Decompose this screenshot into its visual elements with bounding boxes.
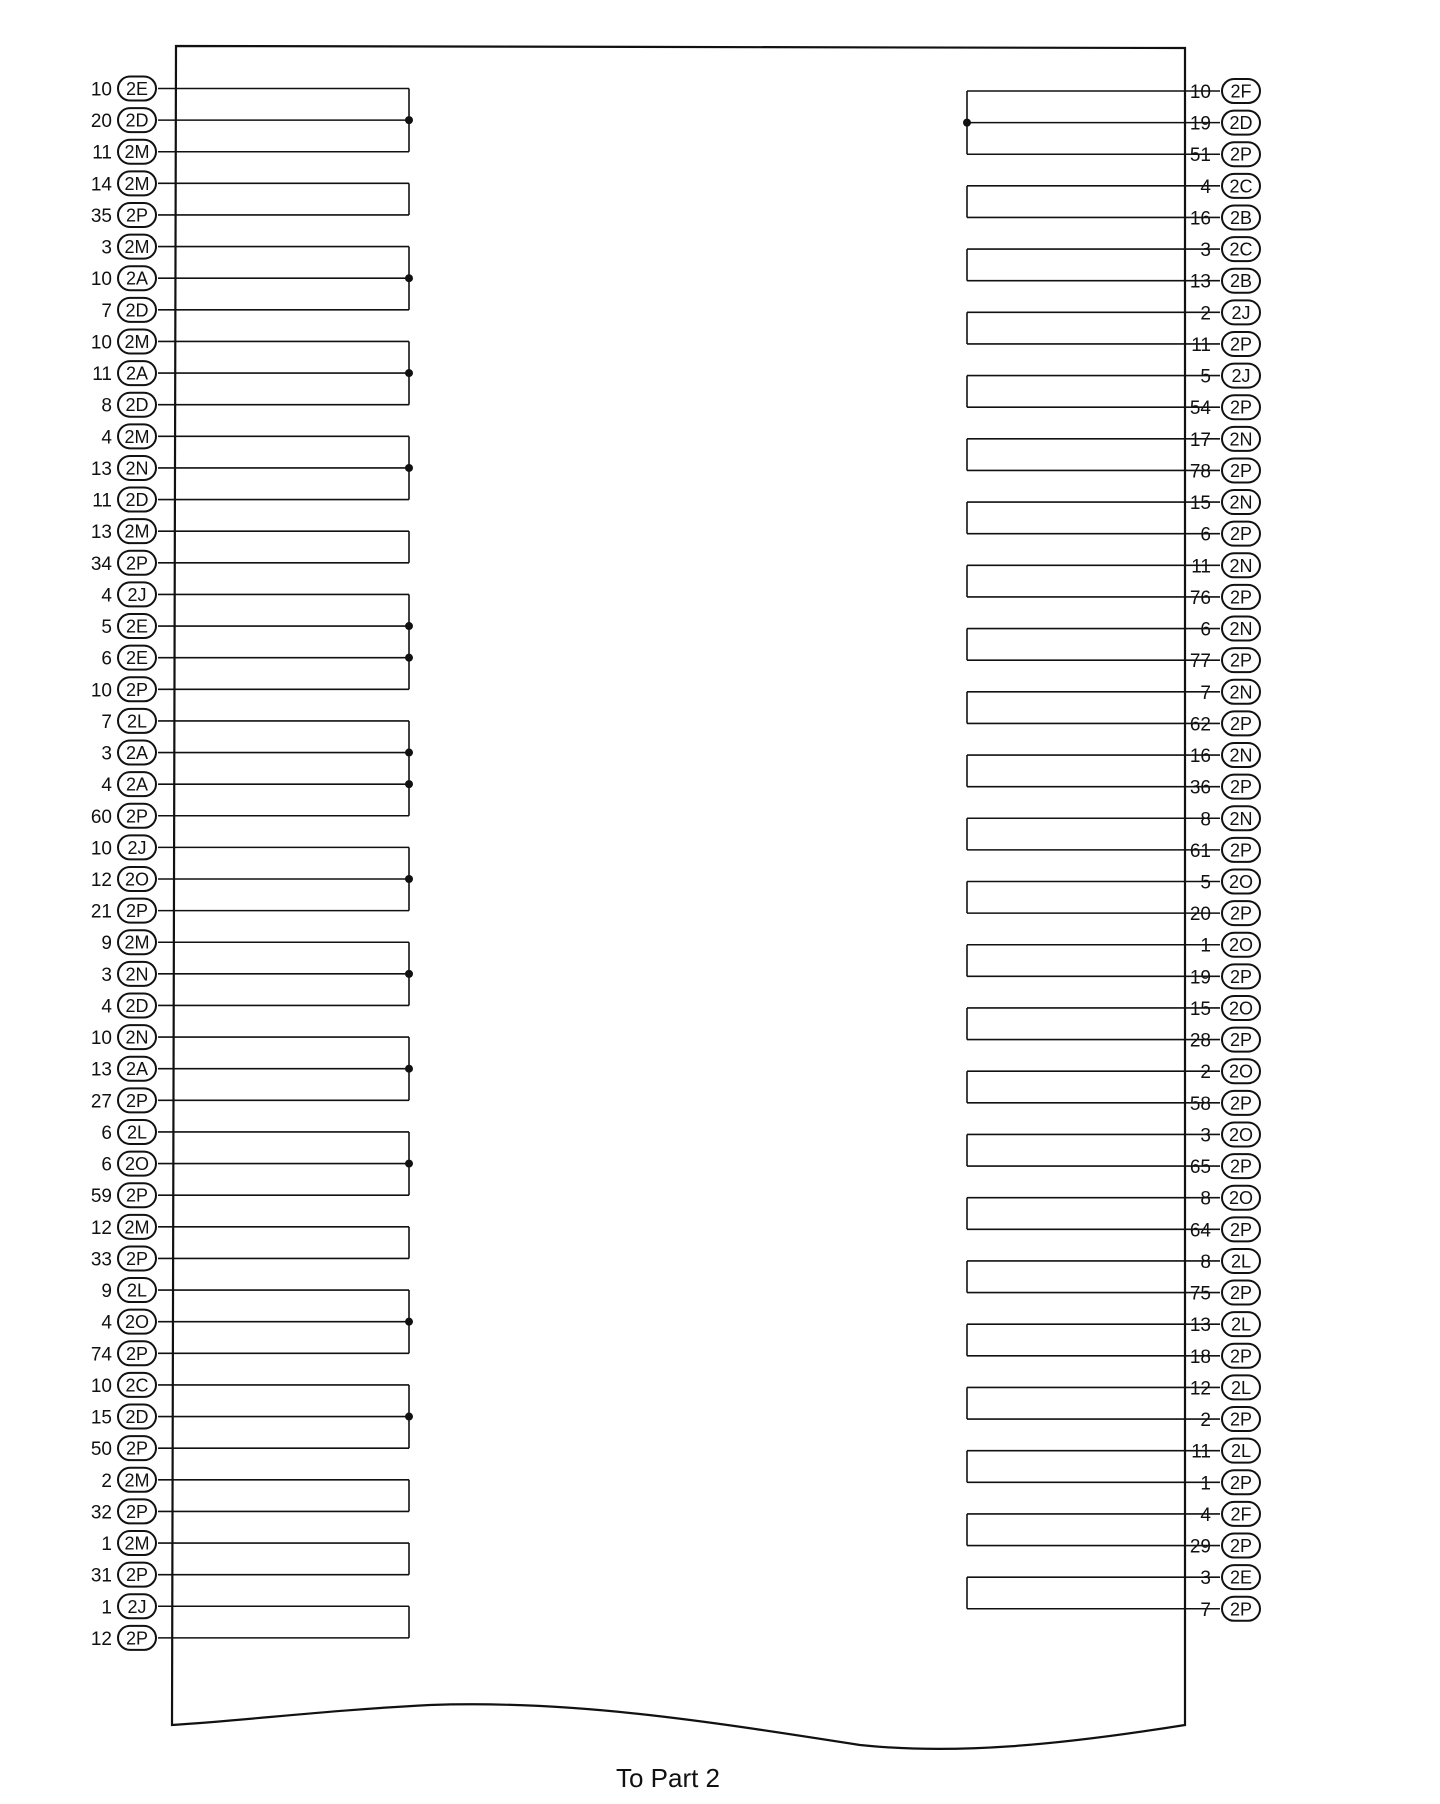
connector-code: 2O [1228,935,1254,956]
pin-number: 65 [1189,1157,1211,1179]
connector-code: 2M [124,1470,150,1491]
splice-dot [405,749,413,757]
pin-number: 10 [90,79,112,101]
connector-code: 2A [125,774,149,795]
pin-number: 27 [90,1091,112,1113]
pin-number: 7 [101,300,112,322]
pin-number: 64 [1189,1220,1211,1242]
connector-code: 2O [124,1312,150,1333]
connector-code: 2E [125,616,149,637]
splice-dot [405,464,413,472]
connector-code: 2M [124,331,150,352]
connector-code: 2D [125,995,149,1016]
connector-code: 2C [125,1375,149,1396]
splice-dot [405,654,413,662]
pin-number: 5 [1200,366,1211,388]
splice-dot [405,1160,413,1168]
pin-number: 10 [90,269,112,291]
pin-number: 1 [101,1597,112,1619]
connector-code: 2B [1229,207,1253,228]
connector-code: 2O [124,869,150,890]
pin-number: 1 [1200,1473,1211,1495]
connector-code: 2N [1229,429,1253,450]
connector-code: 2L [126,1280,148,1301]
connector-code: 2P [1229,524,1253,545]
connector-code: 2P [1229,334,1253,355]
connector-code: 2M [124,426,150,447]
pin-number: 4 [101,996,112,1018]
connector-code: 2O [1228,998,1254,1019]
splice-dot [405,116,413,124]
pin-number: 10 [90,1375,112,1397]
pin-number: 76 [1189,587,1211,609]
connector-code: 2L [126,1122,148,1143]
pin-number: 10 [90,838,112,860]
pin-number: 13 [90,1059,112,1081]
connector-code: 2D [125,1407,149,1428]
connector-code: 2P [1229,1156,1253,1177]
pin-number: 2 [101,1470,112,1492]
pin-number: 13 [90,522,112,544]
connector-code: 2F [1230,81,1252,102]
connector-code: 2P [1229,1030,1253,1051]
connector-code: 2F [1230,1504,1252,1525]
connector-code: 2P [1229,1346,1253,1367]
pin-number: 7 [101,711,112,733]
connector-code: 2P [125,1185,149,1206]
pin-number: 10 [90,332,112,354]
pin-number: 11 [92,364,112,386]
connector-code: 2P [125,1090,149,1111]
connector-code: 2A [125,1059,149,1080]
pin-number: 16 [1189,746,1211,768]
pin-number: 13 [1189,1315,1211,1337]
connector-code: 2D [1229,113,1253,134]
connector-code: 2N [125,458,149,479]
pin-number: 4 [101,427,112,449]
pin-number: 6 [1200,619,1211,641]
pin-number: 1 [101,1534,112,1556]
pin-number: 34 [90,553,112,575]
pin-number: 77 [1189,651,1211,673]
pin-number: 50 [90,1439,112,1461]
pin-number: 12 [90,1628,112,1650]
connector-code: 2J [127,584,147,605]
splice-dot [405,622,413,630]
connector-code: 2P [1229,397,1253,418]
pin-number: 8 [1200,809,1211,831]
connector-code: 2J [1231,302,1251,323]
connector-code: 2P [1229,840,1253,861]
pin-number: 61 [1189,840,1211,862]
pin-number: 13 [1189,271,1211,293]
pin-number: 3 [1200,1125,1211,1147]
connector-code: 2P [1229,1283,1253,1304]
pin-number: 75 [1189,1283,1211,1305]
connector-code: 2P [1229,460,1253,481]
splice-dot [963,119,971,127]
connector-code: 2P [125,553,149,574]
connector-code: 2P [125,1343,149,1364]
pin-number: 16 [1189,208,1211,230]
connector-code: 2P [1229,144,1253,165]
pin-number: 19 [1189,113,1211,135]
connector-code: 2J [1231,366,1251,387]
connector-code: 2B [1229,271,1253,292]
pin-number: 7 [1200,682,1211,704]
pin-number: 3 [101,964,112,986]
connector-code: 2L [1230,1251,1252,1272]
connector-code: 2M [124,237,150,258]
pin-number: 4 [101,775,112,797]
connector-code: 2N [1229,808,1253,829]
pin-number: 5 [101,617,112,639]
pin-number: 10 [90,1028,112,1050]
connector-code: 2E [1229,1567,1253,1588]
pin-number: 8 [101,395,112,417]
pin-number: 5 [1200,872,1211,894]
connector-code: 2P [125,806,149,827]
pin-number: 78 [1189,461,1211,483]
splice-dot [405,274,413,282]
connector-code: 2P [1229,1409,1253,1430]
pin-number: 4 [1200,1504,1211,1526]
connector-code: 2P [125,1628,149,1649]
connector-code: 2N [1229,492,1253,513]
connector-code: 2M [124,521,150,542]
splice-dot [405,875,413,883]
pin-number: 11 [92,142,112,164]
connector-code: 2C [1229,176,1253,197]
connector-code: 2N [125,1027,149,1048]
connector-code: 2N [1229,619,1253,640]
connector-code: 2O [1228,1061,1254,1082]
connector-code: 2J [127,1596,147,1617]
pin-number: 35 [90,205,112,227]
connector-code: 2A [125,743,149,764]
pin-number: 2 [1200,1062,1211,1084]
pin-number: 11 [1191,556,1211,578]
pin-number: 14 [90,174,112,196]
pin-number: 15 [90,1407,112,1429]
pin-number: 18 [1189,1346,1211,1368]
connector-code: 2P [1229,1472,1253,1493]
connector-code: 2P [1229,777,1253,798]
splice-dot [405,1065,413,1073]
connector-code: 2L [126,711,148,732]
connector-code: 2D [125,395,149,416]
pin-number: 54 [1189,398,1211,420]
connector-code: 2M [124,173,150,194]
pin-number: 8 [1200,1251,1211,1273]
pin-number: 7 [1200,1599,1211,1621]
connector-code: 2P [125,205,149,226]
pin-number: 2 [1200,303,1211,325]
connector-code: 2P [1229,903,1253,924]
pin-number: 6 [1200,524,1211,546]
connector-code: 2O [124,1154,150,1175]
pin-number: 58 [1189,1093,1211,1115]
pin-number: 60 [90,806,112,828]
connector-code: 2N [1229,555,1253,576]
pin-number: 32 [90,1502,112,1524]
connector-code: 2N [1229,745,1253,766]
pin-number: 33 [90,1249,112,1271]
pin-number: 11 [1191,334,1211,356]
connector-code: 2L [1230,1377,1252,1398]
connector-code: 2P [125,679,149,700]
pin-number: 9 [101,1281,112,1303]
connector-code: 2P [1229,1093,1253,1114]
connector-code: 2M [124,1217,150,1238]
pin-number: 3 [1200,1568,1211,1590]
connector-code: 2L [1230,1441,1252,1462]
connector-code: 2P [1229,1219,1253,1240]
connector-code: 2P [1229,1599,1253,1620]
splice-dot [405,1413,413,1421]
connector-code: 2M [124,1533,150,1554]
splice-dot [405,369,413,377]
pin-number: 28 [1189,1030,1211,1052]
pin-number: 59 [90,1186,112,1208]
connector-code: 2P [125,901,149,922]
pin-number: 10 [90,680,112,702]
pin-number: 13 [90,458,112,480]
connector-code: 2A [125,268,149,289]
connector-code: 2O [1228,872,1254,892]
pin-number: 9 [101,933,112,955]
connector-code: 2L [1230,1314,1252,1335]
pin-number: 11 [92,490,112,512]
pin-number: 21 [90,901,112,923]
connector-code: 2A [125,363,149,384]
pin-number: 74 [90,1344,112,1366]
connector-code: 2N [125,964,149,985]
pin-number: 3 [101,743,112,765]
pin-number: 4 [101,585,112,607]
connector-code: 2D [125,490,149,511]
connector-code: 2P [1229,713,1253,734]
splice-dot [405,970,413,978]
pin-number: 4 [101,1312,112,1334]
pin-number: 12 [90,1217,112,1239]
pin-number: 12 [90,870,112,891]
connector-code: 2P [125,1565,149,1586]
connector-code: 2E [125,648,149,669]
connector-code: 2J [127,837,147,858]
connector-code: 2C [1229,239,1253,260]
pin-number: 3 [1200,240,1211,262]
pin-number: 6 [101,1122,112,1144]
pin-number: 36 [1189,777,1211,799]
connector-code: 2P [125,1248,149,1269]
connector-code: 2O [1228,1124,1254,1145]
connector-code: 2O [1228,1188,1254,1209]
connector-code: 2M [124,142,150,163]
connector-code: 2M [124,932,150,953]
pin-number: 12 [1189,1378,1211,1400]
pin-number: 6 [101,648,112,670]
connector-code: 2P [1229,1536,1253,1557]
pin-number: 6 [101,1154,112,1176]
pin-number: 1 [1200,935,1211,957]
caption: To Part 2 [615,1763,721,1793]
pin-number: 17 [1189,429,1211,451]
connector-code: 2P [125,1501,149,1522]
pin-number: 31 [90,1565,112,1587]
pin-number: 20 [90,111,112,133]
connector-code: 2P [1229,966,1253,987]
connector-code: 2P [125,1438,149,1459]
pin-number: 10 [1189,82,1211,103]
pin-number: 2 [1200,1410,1211,1432]
splice-dot [405,780,413,788]
pin-number: 8 [1200,1188,1211,1210]
connector-code: 2P [1229,587,1253,608]
splice-dot [405,1318,413,1326]
pin-number: 11 [1191,1441,1211,1463]
pin-number: 15 [1189,998,1211,1020]
pin-number: 19 [1189,967,1211,989]
pin-number: 62 [1189,714,1211,736]
connector-code: 2N [1229,682,1253,703]
pin-number: 20 [1189,904,1211,926]
pin-number: 15 [1189,493,1211,515]
connector-code: 2D [125,300,149,321]
pin-number: 51 [1189,145,1211,167]
pin-number: 29 [1189,1536,1211,1558]
connector-code: 2P [1229,650,1253,671]
connector-code: 2E [125,79,149,99]
pin-number: 4 [1200,176,1211,198]
connector-code: 2D [125,110,149,131]
pin-number: 3 [101,237,112,259]
